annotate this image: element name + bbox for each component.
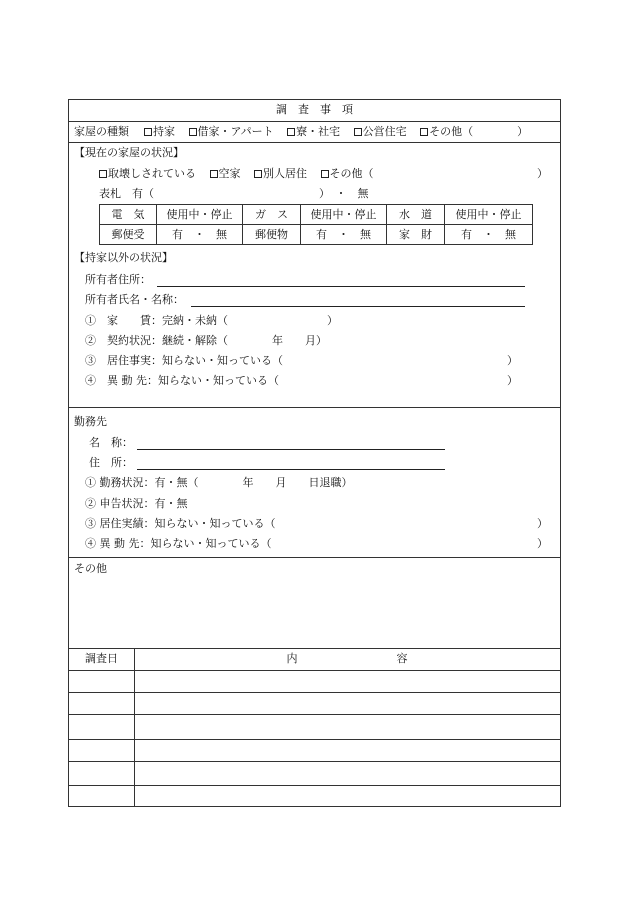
- other-notes-area[interactable]: [69, 576, 560, 648]
- house-type-row: [74, 125, 528, 139]
- current-status-options: [99, 167, 374, 181]
- value-gas[interactable]: 使用中・停止: [301, 205, 387, 225]
- divider: [69, 407, 560, 408]
- status-demolished[interactable]: 取壊しされている: [99, 167, 196, 180]
- divider: [69, 557, 560, 558]
- house-type-public[interactable]: 公営住宅: [354, 125, 407, 138]
- house-type-owned[interactable]: 持家: [144, 125, 175, 138]
- other-heading: その他: [74, 562, 107, 575]
- workplace-name-label: 名 称：: [89, 436, 133, 449]
- close-paren: ）: [507, 374, 518, 387]
- form-title: 調 査 事 項: [276, 103, 353, 116]
- house-type-dormitory[interactable]: 寮・社宅: [287, 125, 340, 138]
- label-gas: ガ ス: [243, 205, 301, 225]
- divider: [69, 121, 560, 122]
- log-row[interactable]: [69, 786, 560, 806]
- label-mailbox: 郵便受: [100, 225, 157, 245]
- log-row[interactable]: [69, 715, 560, 739]
- table-row: [100, 225, 533, 245]
- tax-filing-status[interactable]: ② 申告状況：有・無: [85, 497, 188, 510]
- nameplate-row[interactable]: 表札 有（ ） ・ 無: [99, 187, 369, 200]
- contract-status[interactable]: ② 契約状況：継続・解除（ 年 月）: [85, 334, 327, 347]
- value-mailbox[interactable]: 有 ・ 無: [157, 225, 243, 245]
- divider: [69, 142, 560, 143]
- workplace-moved-to[interactable]: ④ 異 動 先：知らない・知っている（: [85, 537, 272, 550]
- status-other[interactable]: その他（: [321, 167, 374, 180]
- col-content: 内 容: [286, 652, 408, 665]
- log-row[interactable]: [69, 693, 560, 714]
- log-row[interactable]: [69, 671, 560, 692]
- current-status-heading: 【現在の家屋の状況】: [74, 146, 184, 159]
- owner-address-label: 所有者住所：: [85, 273, 151, 286]
- checkbox[interactable]: [144, 128, 152, 136]
- owner-name-field[interactable]: [191, 306, 525, 307]
- checkbox[interactable]: [287, 128, 295, 136]
- close-paren: ）: [537, 537, 548, 550]
- checkbox[interactable]: [189, 128, 197, 136]
- owner-name-label: 所有者氏名・名称：: [85, 293, 184, 306]
- value-mail[interactable]: 有 ・ 無: [301, 225, 387, 245]
- col-survey-date: 調査日: [85, 652, 118, 665]
- employment-status[interactable]: ① 勤務状況：有・無（ 年 月 日退職）: [85, 476, 353, 489]
- workplace-heading: 勤務先: [74, 415, 107, 428]
- value-furniture[interactable]: 有 ・ 無: [445, 225, 533, 245]
- rent-status[interactable]: ① 家 賃：完納・未納（ ）: [85, 314, 338, 327]
- residence-record[interactable]: ③ 居住実績：知らない・知っている（: [85, 517, 276, 530]
- non-owner-heading: 【持家以外の状況】: [74, 251, 173, 264]
- house-type-other[interactable]: その他（ ）: [420, 125, 528, 138]
- label-mail: 郵便物: [243, 225, 301, 245]
- utilities-table: [99, 204, 533, 245]
- checkbox[interactable]: [354, 128, 362, 136]
- label-water: 水 道: [387, 205, 445, 225]
- value-water[interactable]: 使用中・停止: [445, 205, 533, 225]
- status-other-resident[interactable]: 別人居住: [254, 167, 307, 180]
- close-paren: ）: [507, 354, 518, 367]
- checkbox[interactable]: [99, 170, 107, 178]
- checkbox[interactable]: [321, 170, 329, 178]
- divider: [69, 648, 560, 649]
- close-paren: ）: [537, 517, 548, 530]
- label-furniture: 家 財: [387, 225, 445, 245]
- table-row: [100, 205, 533, 225]
- value-electricity[interactable]: 使用中・停止: [157, 205, 243, 225]
- workplace-name-field[interactable]: [137, 449, 445, 450]
- close-paren: ）: [537, 167, 548, 180]
- label-electricity: 電 気: [100, 205, 157, 225]
- house-type-label: 家屋の種類: [74, 125, 129, 138]
- log-row[interactable]: [69, 740, 560, 761]
- checkbox[interactable]: [254, 170, 262, 178]
- survey-form: [68, 99, 561, 807]
- checkbox[interactable]: [210, 170, 218, 178]
- workplace-address-label: 住 所：: [89, 456, 133, 469]
- owner-address-field[interactable]: [157, 286, 525, 287]
- workplace-address-field[interactable]: [137, 469, 445, 470]
- log-row[interactable]: [69, 762, 560, 785]
- moved-to[interactable]: ④ 異 動 先：知らない・知っている（: [85, 374, 279, 387]
- checkbox[interactable]: [420, 128, 428, 136]
- status-vacant[interactable]: 空家: [210, 167, 241, 180]
- house-type-rented[interactable]: 借家・アパート: [189, 125, 274, 138]
- residence-fact[interactable]: ③ 居住事実：知らない・知っている（: [85, 354, 283, 367]
